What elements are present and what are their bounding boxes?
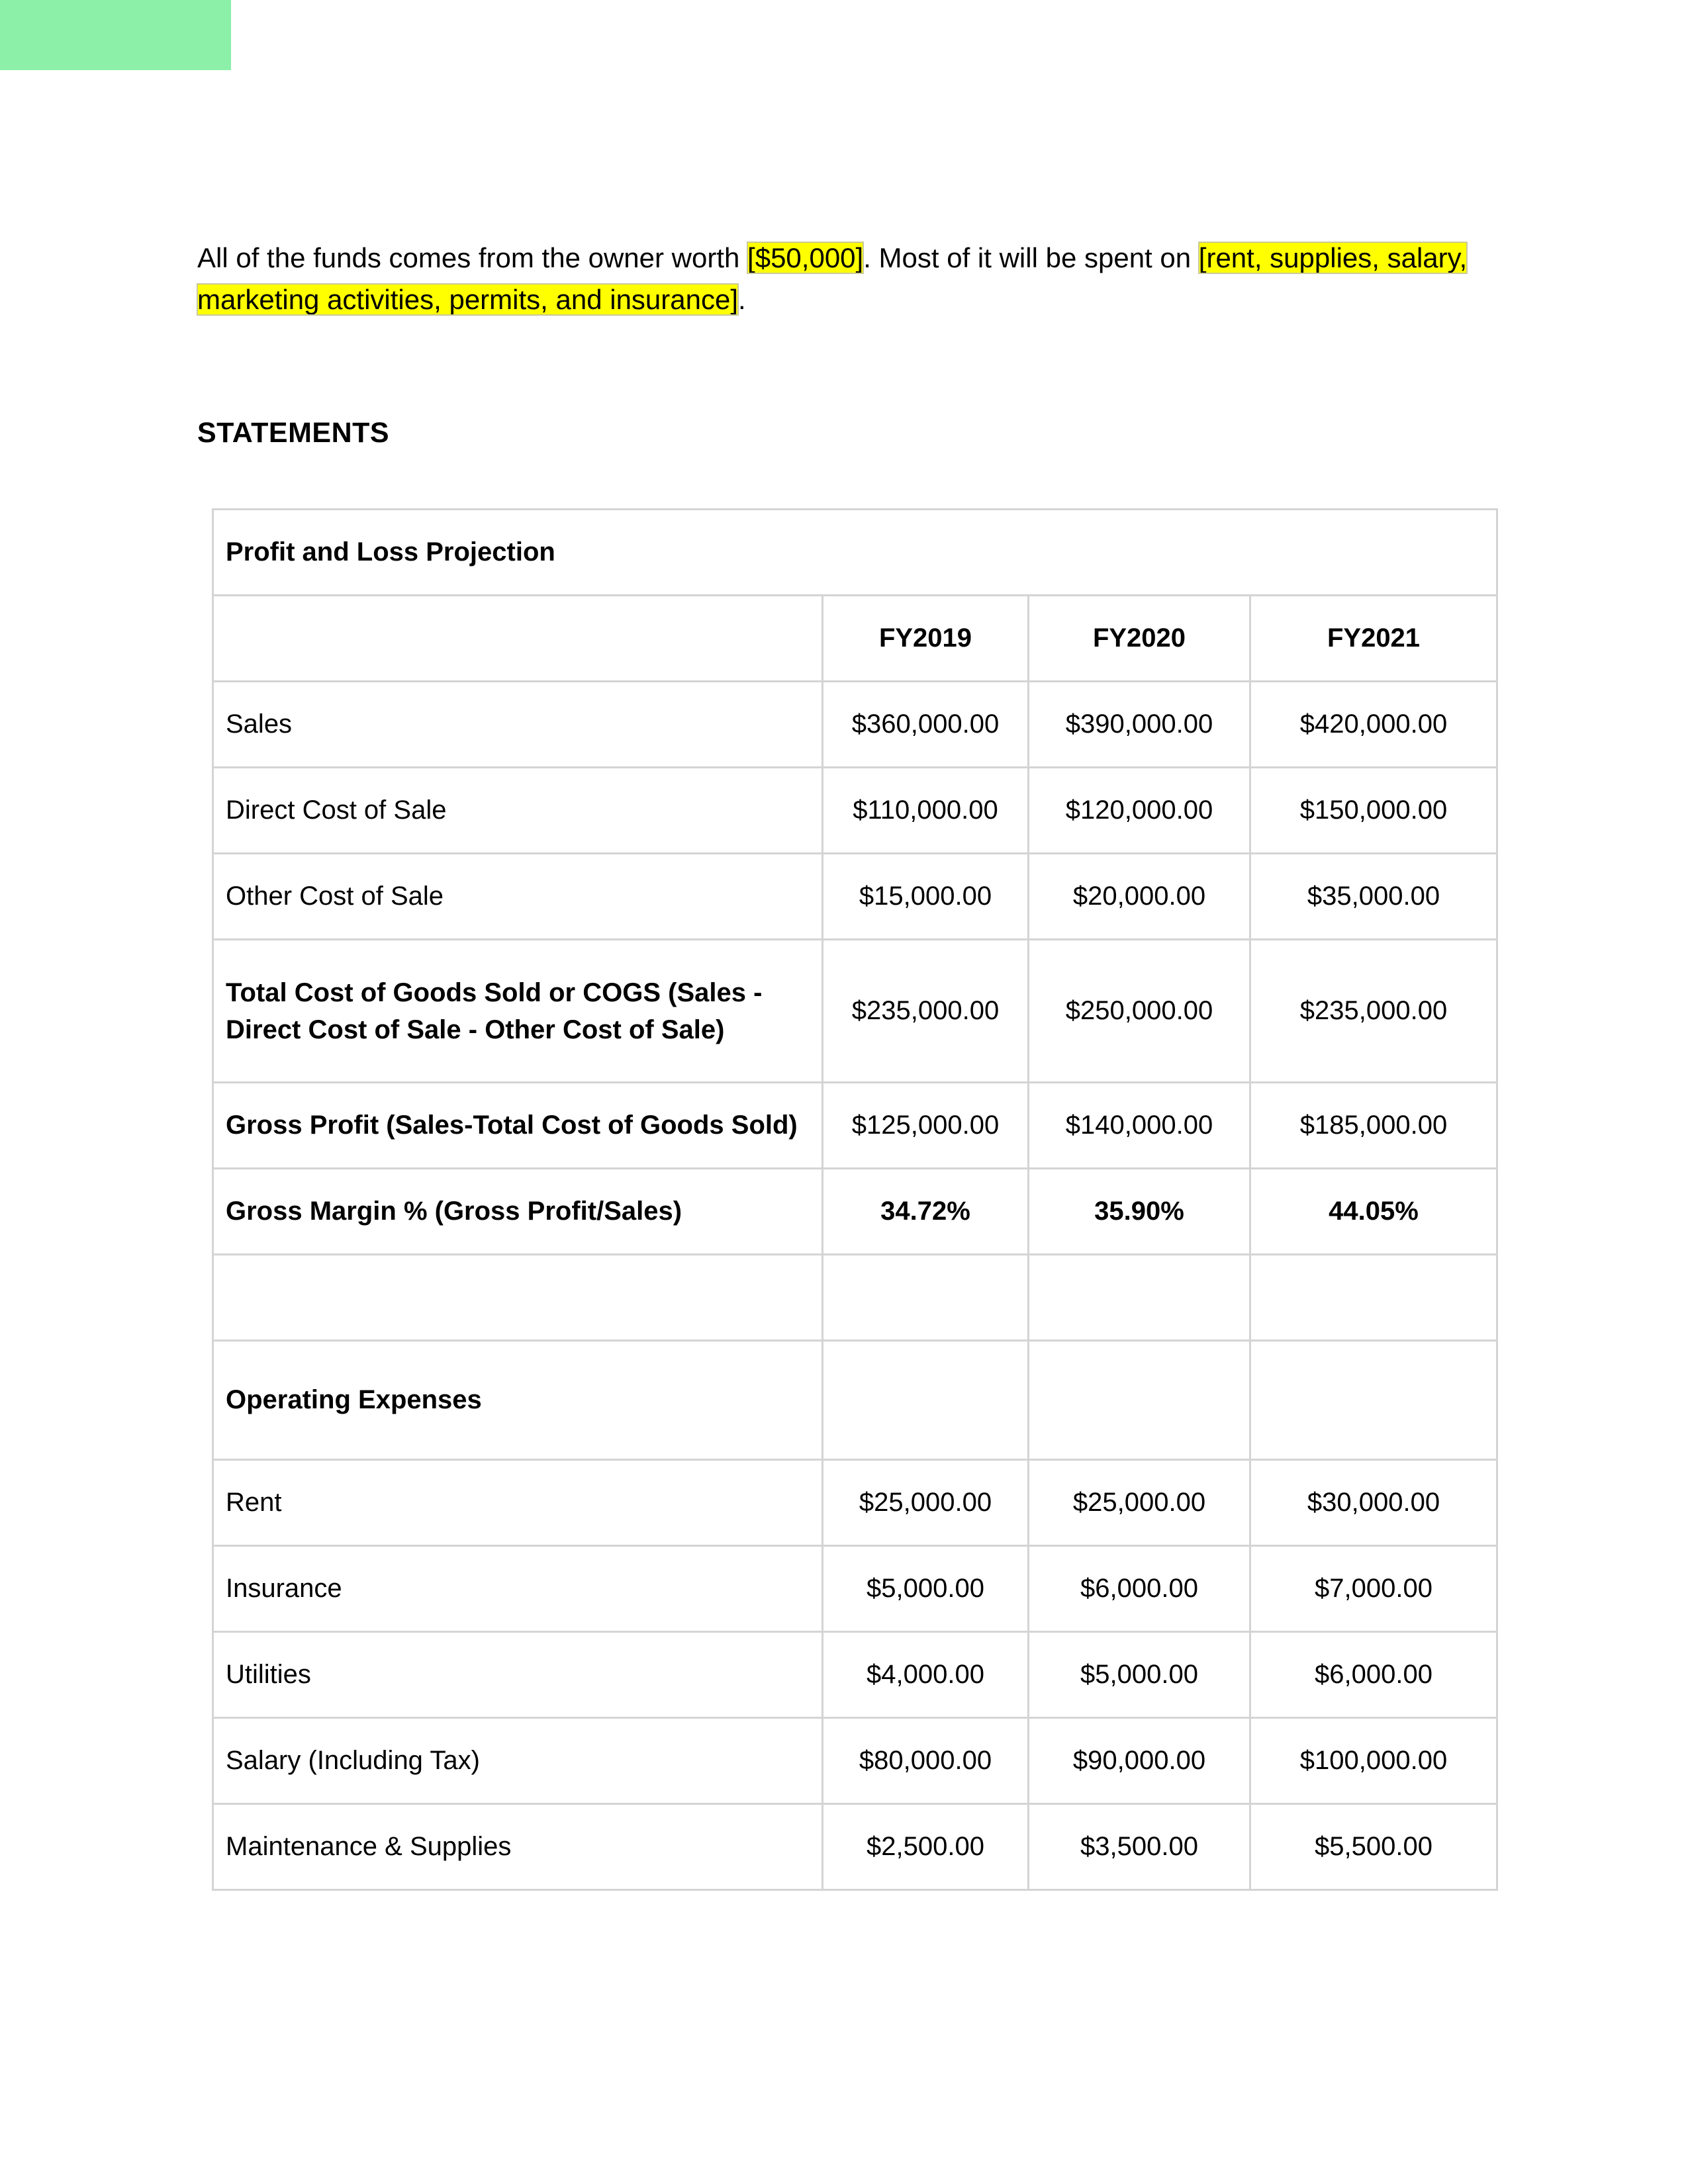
row-value: $150,000.00 — [1250, 768, 1497, 854]
row-label — [213, 1255, 823, 1341]
row-label: Gross Profit (Sales-Total Cost of Goods Sold) — [213, 1083, 823, 1169]
row-value — [1029, 1341, 1250, 1460]
row-value: $2,500.00 — [823, 1804, 1029, 1890]
row-value: $185,000.00 — [1250, 1083, 1497, 1169]
row-value: $15,000.00 — [823, 854, 1029, 940]
row-value — [1250, 1341, 1497, 1460]
table-title-row — [213, 510, 1497, 596]
row-value: $110,000.00 — [823, 768, 1029, 854]
profit-loss-table — [212, 508, 1498, 1891]
table-row — [213, 940, 1497, 1083]
row-value: $125,000.00 — [823, 1083, 1029, 1169]
row-value: $120,000.00 — [1029, 768, 1250, 854]
row-value: $5,000.00 — [1029, 1632, 1250, 1718]
row-label: Other Cost of Sale — [213, 854, 823, 940]
table-row-empty — [213, 1255, 1497, 1341]
header-fy2020: FY2020 — [1029, 596, 1250, 682]
table-title: Profit and Loss Projection — [213, 510, 1497, 596]
row-value: $5,500.00 — [1250, 1804, 1497, 1890]
row-value: $25,000.00 — [1029, 1460, 1250, 1546]
header-fy2021: FY2021 — [1250, 596, 1497, 682]
table-header-row — [213, 596, 1497, 682]
row-value: $90,000.00 — [1029, 1718, 1250, 1804]
row-value: $235,000.00 — [1250, 940, 1497, 1083]
row-value — [1029, 1255, 1250, 1341]
row-value: $80,000.00 — [823, 1718, 1029, 1804]
row-label: Salary (Including Tax) — [213, 1718, 823, 1804]
funding-text-1: All of the funds comes from the owner worth — [197, 242, 748, 273]
row-value: $6,000.00 — [1250, 1632, 1497, 1718]
table-row — [213, 1546, 1497, 1632]
row-value — [823, 1255, 1029, 1341]
corner-tab — [0, 0, 231, 70]
row-value — [1250, 1255, 1497, 1341]
row-value: $420,000.00 — [1250, 682, 1497, 768]
table-row — [213, 854, 1497, 940]
table-row — [213, 768, 1497, 854]
table-row — [213, 1718, 1497, 1804]
row-value: 35.90% — [1029, 1169, 1250, 1255]
table-row — [213, 1804, 1497, 1890]
row-value: $235,000.00 — [823, 940, 1029, 1083]
funding-text-3: . — [738, 284, 746, 315]
header-fy2019: FY2019 — [823, 596, 1029, 682]
row-label: Utilities — [213, 1632, 823, 1718]
row-value: $100,000.00 — [1250, 1718, 1497, 1804]
row-value: $35,000.00 — [1250, 854, 1497, 940]
table-row — [213, 1083, 1497, 1169]
row-label: Insurance — [213, 1546, 823, 1632]
row-value: $4,000.00 — [823, 1632, 1029, 1718]
row-value: 44.05% — [1250, 1169, 1497, 1255]
row-label: Rent — [213, 1460, 823, 1546]
row-value: $25,000.00 — [823, 1460, 1029, 1546]
spending-list-highlight: [rent, supplies, salary, marketing activities, permits, and insurance] — [197, 242, 1468, 315]
row-value: $6,000.00 — [1029, 1546, 1250, 1632]
table-row — [213, 1460, 1497, 1546]
row-label: Direct Cost of Sale — [213, 768, 823, 854]
table-row — [213, 1169, 1497, 1255]
section-heading: STATEMENTS — [197, 417, 390, 449]
row-value: $390,000.00 — [1029, 682, 1250, 768]
table-row — [213, 1632, 1497, 1718]
row-label: Gross Margin % (Gross Profit/Sales) — [213, 1169, 823, 1255]
row-value: $360,000.00 — [823, 682, 1029, 768]
row-value: $20,000.00 — [1029, 854, 1250, 940]
row-value — [823, 1341, 1029, 1460]
table-row-section — [213, 1341, 1497, 1460]
funding-amount-highlight: [$50,000] — [747, 242, 864, 273]
row-value: 34.72% — [823, 1169, 1029, 1255]
table-row — [213, 682, 1497, 768]
funding-text-2: . Most of it will be spent on — [863, 242, 1199, 273]
header-label-cell — [213, 596, 823, 682]
funding-paragraph — [197, 237, 1495, 320]
row-label: Sales — [213, 682, 823, 768]
row-label: Maintenance & Supplies — [213, 1804, 823, 1890]
row-value: $140,000.00 — [1029, 1083, 1250, 1169]
row-label: Total Cost of Goods Sold or COGS (Sales - Direct Cost of Sale - Other Cost of Sale) — [213, 940, 823, 1083]
row-value: $30,000.00 — [1250, 1460, 1497, 1546]
row-value: $3,500.00 — [1029, 1804, 1250, 1890]
row-label: Operating Expenses — [213, 1341, 823, 1460]
row-value: $250,000.00 — [1029, 940, 1250, 1083]
row-value: $5,000.00 — [823, 1546, 1029, 1632]
row-value: $7,000.00 — [1250, 1546, 1497, 1632]
